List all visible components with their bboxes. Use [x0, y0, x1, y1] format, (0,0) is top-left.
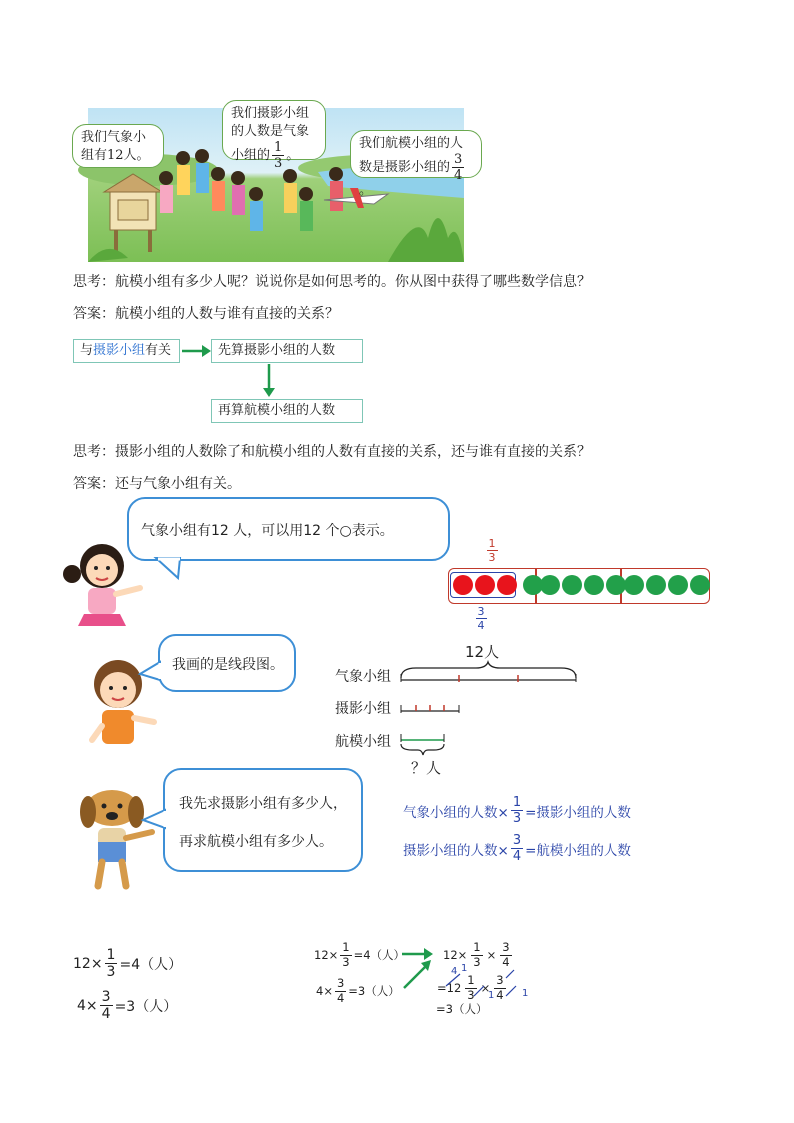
dot: [453, 575, 473, 595]
speech-girl-text: 气象小组有12 人，可以用12 个○表示。: [141, 523, 394, 539]
bubble-weather-group: [72, 124, 164, 168]
segment-unknown-label: ？人: [411, 759, 442, 777]
calc-left-line1: 12× $\frac{1}{3}$ =4（人）: [73, 947, 183, 980]
speech-bubble-dog: [163, 768, 363, 872]
speech-tail-dog: [141, 808, 167, 832]
calc-right-combined-1: 12× $\frac{1}{3}$ × $\frac{3}{4}$: [443, 940, 510, 969]
dots-fraction-top: $\frac{1}{3}$: [488, 537, 496, 564]
calc-arrows: [400, 944, 440, 990]
cancel-mark-1a: 1: [461, 963, 468, 974]
bubble-photo-text: 我们摄影小组的人数是气象小组的: [231, 106, 310, 163]
answer-1: 答案：航模小组的人数与谁有直接的关系？: [73, 306, 339, 322]
dot: [562, 575, 582, 595]
bubble-model-text: 我们航模小组的人数是摄影小组的: [359, 136, 464, 175]
bubble-photo-group: 我们摄影小组的人数是气象小组的 $\frac{1}{3}$ 。: [222, 100, 326, 160]
speech-boy-text: 我画的是线段图。: [172, 657, 284, 673]
equation-photo: 气象小组的人数× $\frac{1}{3}$ =摄影小组的人数: [403, 795, 631, 826]
speech-bubble-boy: [158, 634, 296, 692]
speech-dog-line2: 再求航模小组有多少人。: [179, 834, 333, 850]
segment-total-label: 12人: [465, 643, 500, 661]
segment-row-model: 航模小组: [335, 734, 391, 750]
speech-bubble-girl: [127, 497, 450, 561]
segment-row-photo: 摄影小组: [335, 701, 391, 717]
cancel-strokes: [440, 966, 530, 1002]
illustration-scene: [81, 106, 464, 262]
question-2: 思考：摄影小组的人数除了和航模小组的人数有直接的关系，还与谁有直接的关系？: [73, 444, 591, 460]
calc-right-result: =3（人）: [436, 1002, 488, 1016]
cancel-mark-1c: 1: [522, 988, 529, 999]
dot: [540, 575, 560, 595]
cancel-mark-1b: 1: [488, 990, 495, 1001]
flow-box-photo: 先算摄影小组的人数: [211, 339, 363, 363]
speech-tail-boy: [138, 660, 162, 684]
segment-row-weather: 气象小组: [335, 669, 391, 685]
dot: [624, 575, 644, 595]
dot: [606, 575, 626, 595]
dots-row-2: [540, 575, 626, 595]
dot: [584, 575, 604, 595]
fraction-three-fourths: $\frac{3}{4}$: [454, 152, 463, 183]
dot: [646, 575, 666, 595]
calc-right-combined-2: =12 $\frac{1}{3}$ × $\frac{3}{4}$: [437, 973, 504, 1002]
question-1: 思考：航模小组有多少人呢？说说你是如何思考的。你从图中获得了哪些数学信息？: [73, 274, 591, 290]
dots-row-3: [624, 575, 710, 595]
segment-diagram: [396, 660, 586, 760]
dot: [475, 575, 495, 595]
dot: [497, 575, 517, 595]
dot: [668, 575, 688, 595]
flow-box-model: 再算航模小组的人数: [211, 399, 363, 423]
calc-right-line2: 4× $\frac{3}{4}$ =3（人）: [316, 976, 400, 1005]
dots-fraction-bottom: $\frac{3}{4}$: [477, 605, 485, 632]
speech-tail-girl: [150, 558, 190, 580]
dot: [690, 575, 710, 595]
bubble-model-group: 我们航模小组的人数是摄影小组的 $\frac{3}{4}$ 。: [350, 130, 482, 178]
dots-row-1: [453, 575, 543, 595]
fraction-one-third: $\frac{1}{3}$: [274, 140, 283, 171]
flow-arrow-down: [261, 364, 277, 398]
calc-right-line1: 12× $\frac{1}{3}$ =4（人）: [314, 940, 406, 969]
flow-arrow-right: [182, 343, 212, 359]
calc-left-line2: 4× $\frac{3}{4}$ =3（人）: [77, 989, 178, 1022]
answer-2: 答案：还与气象小组有关。: [73, 476, 241, 492]
dog-character: [72, 786, 158, 892]
speech-dog-line1: 我先求摄影小组有多少人，: [179, 796, 347, 812]
cancel-mark-4: 4: [451, 966, 458, 977]
flow-box-related: 与摄影小组有关: [73, 339, 180, 363]
equation-model: 摄影小组的人数× $\frac{3}{4}$ =航模小组的人数: [403, 833, 631, 864]
bubble-weather-text: 我们气象小组有12人。: [81, 130, 150, 163]
